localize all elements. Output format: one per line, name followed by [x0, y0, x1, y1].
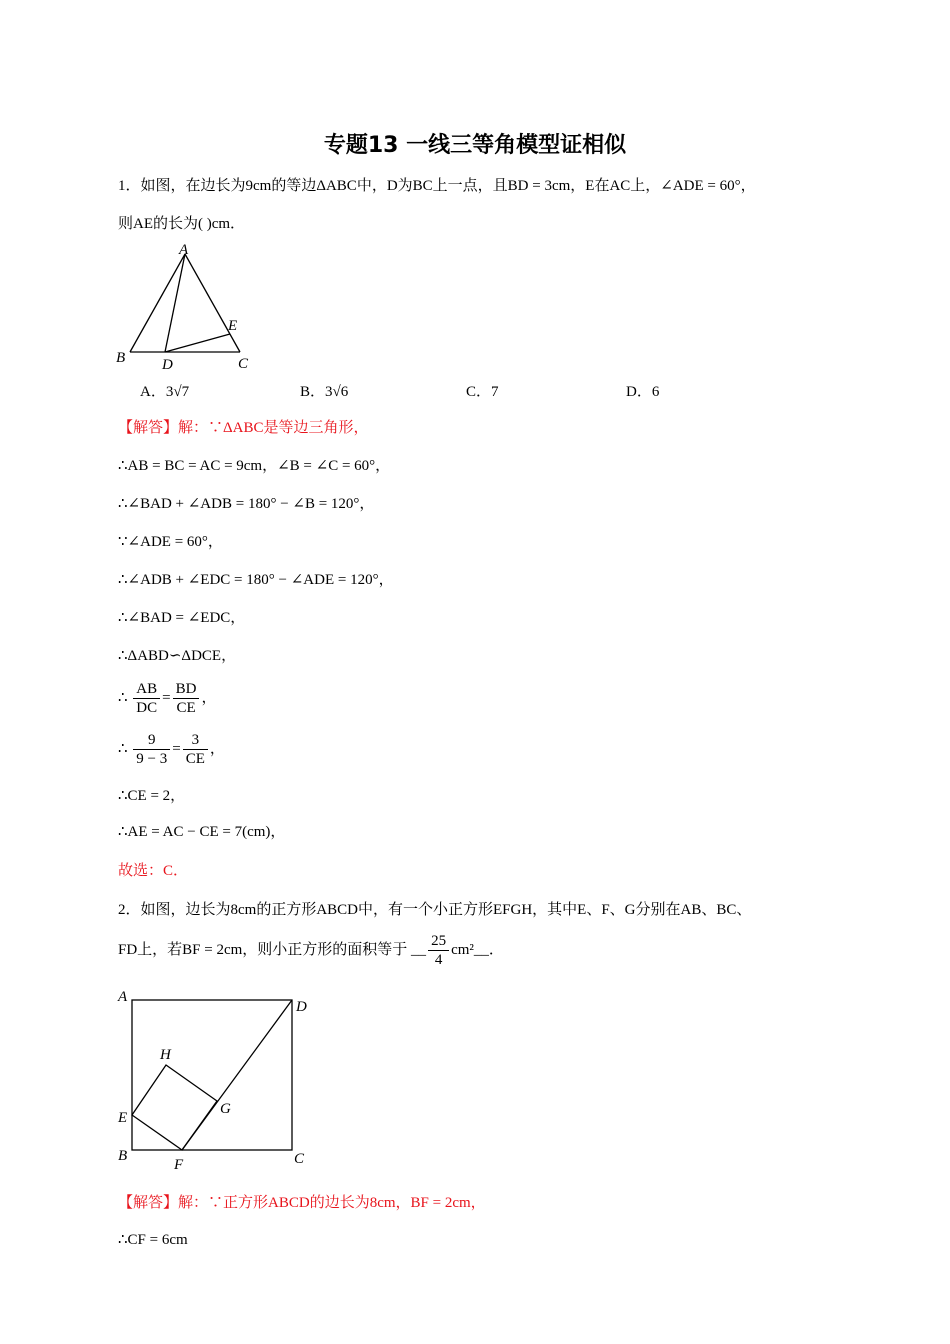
numerator: 25 — [428, 932, 449, 951]
denominator: 9 − 3 — [136, 751, 168, 767]
punctuation: ， — [201, 689, 217, 706]
label-a: A — [179, 242, 189, 258]
q1-step-4: ∴∠ADB + ∠EDC = 180° − ∠ADE = 120°， — [118, 572, 394, 588]
label-h: H — [160, 1047, 171, 1063]
label-b: B — [118, 1148, 128, 1164]
answer-head: 【解答】解： — [118, 1195, 209, 1211]
label-g: G — [220, 1101, 231, 1117]
q1-option-c: C．7 — [466, 384, 499, 400]
answer-intro-text: ∵正方形ABCD的边长为8cm，BF = 2cm， — [208, 1195, 486, 1211]
label-d: D — [296, 999, 307, 1015]
denominator: DC — [136, 700, 158, 716]
denominator: CE — [185, 751, 205, 767]
label-d: D — [162, 357, 173, 373]
denominator: CE — [176, 700, 196, 716]
q2-step-cf: ∴CF = 6cm — [118, 1232, 188, 1248]
label-c: C — [294, 1151, 305, 1167]
q2-text-line2 — [118, 932, 504, 969]
punctuation: ， — [209, 740, 225, 757]
q1-fraction-step-2: ∴ $\frac{9}{9 - 3}$ = $\frac{3}{CE}$ ， — [118, 732, 225, 767]
label-a: A — [118, 989, 128, 1005]
numerator: 3 — [183, 731, 208, 750]
q1-step-2: ∴∠BAD + ∠ADB = 180° − ∠B = 120°， — [118, 496, 375, 512]
q1-step-5: ∴∠BAD = ∠EDC， — [118, 610, 246, 626]
q2-answer-intro — [118, 1193, 486, 1213]
q2-line2-suffix: __． — [473, 941, 504, 958]
answer-intro-text: ∵ΔABC是等边三角形， — [208, 420, 369, 436]
label-e: E — [118, 1110, 128, 1126]
denominator: 4 — [434, 952, 443, 968]
q1-answer-intro — [118, 418, 369, 438]
answer-fraction — [428, 932, 449, 969]
page-title: 专题13 一线三等角模型证相似 — [323, 133, 627, 158]
label-f: F — [174, 1157, 184, 1173]
q2-square-figure — [110, 985, 320, 1175]
label-c: C — [238, 356, 249, 372]
numerator: 9 — [133, 731, 170, 750]
fraction — [173, 680, 200, 717]
answer-head: 【解答】解： — [118, 420, 209, 436]
q1-fraction-step-1: ∴ $\frac{AB}{DC}$ = $\frac{BD}{CE}$ ， — [118, 681, 217, 716]
q1-step-6: ∴ΔABD∽ΔDCE， — [118, 648, 237, 664]
q1-text-line1: 1．如图，在边长为9cm的等边ΔABC中，D为BC上一点，且BD = 3cm，E在AC上，∠ADE = 60°， — [118, 178, 756, 194]
q1-step-1: ∴AB = BC = AC = 9cm，∠B = ∠C = 60°， — [118, 458, 391, 474]
q1-option-a: A．3√7 — [140, 384, 190, 400]
numerator: BD — [173, 680, 200, 699]
q1-option-d: D．6 — [626, 384, 660, 400]
fraction — [133, 731, 170, 768]
q1-step-3: ∵∠ADE = 60°， — [118, 534, 223, 550]
q1-step-ae: ∴AE = AC − CE = 7(cm)， — [118, 824, 286, 840]
label-e: E — [228, 318, 238, 334]
q1-text-line2: 则AE的长为( )cm． — [118, 216, 246, 232]
numerator: AB — [133, 680, 160, 699]
fraction — [183, 731, 208, 768]
q2-line2-prefix: FD上，若BF = 2cm，则小正方形的面积等于 __ — [118, 941, 427, 958]
q1-choice: 故选：C． — [118, 863, 189, 879]
q1-step-ce: ∴CE = 2， — [118, 788, 186, 804]
therefore-symbol: ∴ — [118, 689, 128, 706]
label-b: B — [116, 350, 126, 366]
q1-triangle-figure — [110, 238, 260, 378]
answer-unit: cm² — [451, 941, 474, 958]
therefore-symbol: ∴ — [118, 740, 128, 757]
fraction — [133, 680, 160, 717]
q1-option-b: B．3√6 — [300, 384, 349, 400]
q2-text-line1: 2．如图，边长为8cm的正方形ABCD中，有一个小正方形EFGH，其中E、F、G分别在AB、BC、 — [118, 902, 752, 918]
